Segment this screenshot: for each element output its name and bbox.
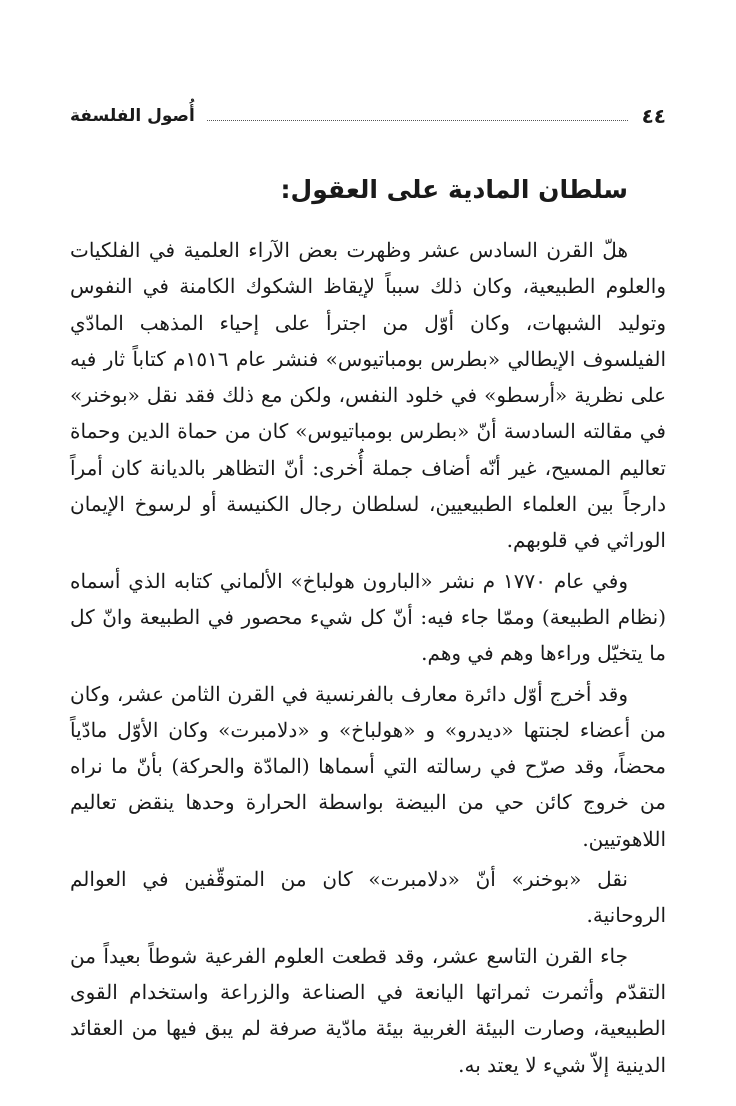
paragraph: نقل «بوخنر» أنّ «دلامبرت» كان من المتوقّفين في العوالم الروحانية. — [70, 867, 666, 928]
paragraph: هلّ القرن السادس عشر وظهرت بعض الآراء العلمية في الفلكيات والعلوم الطبيعية، وكان ذلك سبباً لإيقاظ الشكوك الكامنة في النفوس وتوليد الشبهات، وكان أوّل من اجترأ على إحياء المذهب المادّي الفيلسوف الإيطالي «بطرس بومباتيوس» فنشر عام ١٥١٦م كتاباً ثار فيه على نظرية «أرسطو» في خلود النفس، ولكن مع ذلك فقد نقل «بوخنر» في مقالته السادسة أنّ «بطرس بومباتيوس» كان من حماة الدين وحماة تعاليم المسيح، غير أنّه أضاف جملة أُخرى: أنّ التظاهر بالديانة كان أمراً دارجاً بين العلماء الطبيعيين، لسلطان رجال الكنيسة أو لرسوخ الإيمان الوراثي في قلوبهم. — [70, 238, 667, 553]
header-dotted-leader — [207, 120, 628, 121]
paragraph: وفي عام ١٧٧٠ م نشر «البارون هولباخ» الألماني كتابه الذي أسماه (نظام الطبيعة) وممّا جاء فيه: أنّ كل شيء محصور في الطبيعة وانّ كل ما يتخيّل وراءها وهم في وهم. — [70, 568, 666, 666]
book-title: أُصول الفلسفة — [70, 106, 195, 126]
body-text — [70, 232, 666, 1087]
running-header — [70, 101, 666, 131]
paragraph: وقد أخرج أوّل دائرة معارف بالفرنسية في القرن الثامن عشر، وكان من أعضاء لجنتها «ديدرو» و «هولباخ» و «دلامبرت» وكان الأوّل مادّياً محضاً، وقد صرّح في رسالته التي أسماها (المادّة والحركة) بأنّ ما نراه من خروج كائن حي من البيضة بواسطة الحرارة وحدها ينقض تعاليم اللاهوتيين. — [70, 681, 666, 851]
section-heading: سلطان المادية على العقول: — [280, 175, 628, 204]
page-number: ٤٤ — [641, 104, 666, 128]
paragraph: جاء القرن التاسع عشر، وقد قطعت العلوم الفرعية شوطاً بعيداً من التقدّم وأثمرت ثمراتها اليانعة في الصناعة والزراعة واستخدام القوى الطبيعية، وصارت البيئة الغربية بيئة مادّية صرفة لم يبق فيها من العقائد الدينية إلاّ شيء لا يعتد به. — [70, 943, 666, 1077]
